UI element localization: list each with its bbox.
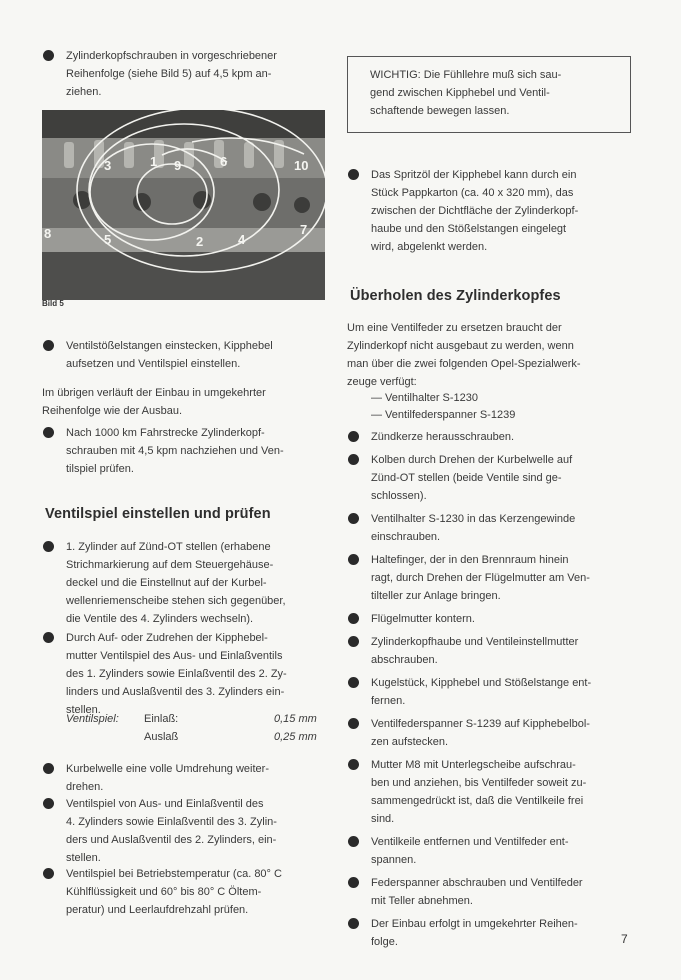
overhaul-step: [347, 633, 631, 669]
text-line: Mutter M8 mit Unterlegscheibe aufschrau-: [371, 759, 576, 771]
spec-name: Auslaß: [144, 731, 179, 743]
overhaul-step: [347, 915, 631, 951]
reverse-paragraph: [42, 384, 325, 420]
figure-label: 10: [294, 158, 309, 173]
text-line: ders und Auslaßventil des 2. Zylinders, ein-: [66, 834, 277, 846]
overhaul-step: [347, 428, 631, 446]
figure-label: 1: [150, 154, 158, 169]
text-line: deckel und die Einstellnut auf der Kurbel-: [66, 577, 267, 589]
text-line: linders und Auslaßventil des 3. Zylinders ein-: [66, 686, 285, 698]
text-line: Strichmarkierung auf dem Steuergehäuse-: [66, 559, 274, 571]
bullet-icon: [43, 632, 54, 643]
text-line: sind.: [371, 813, 395, 825]
text-line: Kühlflüssigkeit und 60° bis 80° C Öltem-: [66, 886, 262, 898]
text-line: stellen.: [66, 852, 101, 864]
bullet-icon: [348, 513, 359, 524]
overhaul-step: [347, 510, 631, 546]
spec-value: 0,15 mm: [274, 713, 317, 725]
text-line: man über die zwei folgenden Opel-Spezialwerk-: [347, 358, 581, 370]
bullet-icon: [43, 427, 54, 438]
bullet-icon: [348, 613, 359, 624]
text-line: Kolben durch Drehen der Kurbelwelle auf: [371, 454, 573, 466]
text-line: aufsetzen und Ventilspiel einstellen.: [66, 358, 241, 370]
text-line: tilspiel prüfen.: [66, 463, 134, 475]
valve-step: [42, 538, 325, 628]
text-line: gend zwischen Kipphebel und Ventil-: [370, 87, 550, 99]
figure-label: 8: [44, 226, 52, 241]
figure-label: 5: [104, 232, 112, 247]
text-line: mutter Ventilspiel des Aus- und Einlaßventils: [66, 650, 283, 662]
text-line: stellen.: [66, 704, 101, 716]
text-line: Nach 1000 km Fahrstrecke Zylinderkopf-: [66, 427, 265, 439]
text-line: Flügelmutter kontern.: [371, 613, 475, 625]
text-line: Zylinderkopfschrauben in vorgeschriebener: [66, 50, 277, 62]
spec-name: Einlaß:: [144, 713, 179, 725]
overhaul-step: [347, 874, 631, 910]
torque-instruction: [42, 47, 325, 101]
tool-item: — Ventilfederspanner S-1239: [371, 409, 516, 421]
text-line: zeuge verfügt:: [347, 376, 417, 388]
figure-label: 4: [238, 232, 246, 247]
text-line: peratur) und Leerlaufdrehzahl prüfen.: [66, 904, 249, 916]
bullet-icon: [348, 759, 359, 770]
figure-label: 9: [174, 158, 182, 173]
tool-item: — Ventilhalter S-1230: [371, 392, 479, 404]
valve-step: [42, 795, 325, 867]
text-line: Zylinderkopfhaube und Ventileinstellmutter: [371, 636, 579, 648]
text-line: 4. Zylinders sowie Einlaßventil des 3. Zylin-: [66, 816, 277, 828]
valve-step: [42, 865, 325, 919]
oil-instruction: [347, 166, 631, 256]
bullet-icon: [43, 50, 54, 61]
text-line: Ventilhalter S-1230 in das Kerzengewinde: [371, 513, 576, 525]
text-line: tilteller zur Anlage bringen.: [371, 590, 501, 602]
page-number: 7: [621, 932, 628, 946]
text-line: zen aufstecken.: [371, 736, 449, 748]
text-line: Ventilkeile entfernen und Ventilfeder ent-: [371, 836, 569, 848]
text-line: WICHTIG: Die Fühllehre muß sich sau-: [370, 69, 562, 81]
text-line: zwischen der Dichtfläche der Zylinderkopf-: [371, 205, 579, 217]
text-line: Kugelstück, Kipphebel und Stößelstange ent-: [371, 677, 592, 689]
bullet-icon: [348, 431, 359, 442]
overhaul-step: [347, 715, 631, 751]
overhaul-step: [347, 833, 631, 869]
warning-box: [347, 56, 631, 133]
rods-instruction: [42, 337, 325, 373]
overhaul-step: [347, 451, 631, 505]
text-line: Ventilfederspanner S-1239 auf Kipphebelbol-: [371, 718, 590, 730]
text-line: schlossen).: [371, 490, 427, 502]
text-line: ragt, durch Drehen der Flügelmutter am Ven-: [371, 572, 590, 584]
text-line: spannen.: [371, 854, 417, 866]
text-line: Ventilspiel bei Betriebstemperatur (ca. 80° C: [66, 868, 282, 880]
text-line: fernen.: [371, 695, 406, 707]
text-line: die Ventile des 4. Zylinders wechseln).: [66, 613, 254, 625]
text-line: mit Teller abnehmen.: [371, 895, 473, 907]
text-line: Federspanner abschrauben und Ventilfeder: [371, 877, 583, 889]
overhaul-step: [347, 756, 631, 828]
text-line: Kurbelwelle eine volle Umdrehung weiter-: [66, 763, 269, 775]
text-line: ziehen.: [66, 86, 102, 98]
bullet-icon: [43, 541, 54, 552]
bullet-icon: [43, 798, 54, 809]
text-line: Haltefinger, der in den Brennraum hinein: [371, 554, 569, 566]
spec-value: 0,25 mm: [274, 731, 317, 743]
text-line: 1. Zylinder auf Zünd-OT stellen (erhabene: [66, 541, 271, 553]
intro-paragraph: [347, 319, 631, 391]
bullet-icon: [348, 877, 359, 888]
text-line: wellenriemenscheibe stehen sich gegenüber,: [66, 595, 286, 607]
text-line: Stück Pappkarton (ca. 40 x 320 mm), das: [371, 187, 574, 199]
bullet-icon: [348, 554, 359, 565]
text-line: Reihenfolge wie der Ausbau.: [42, 405, 183, 417]
text-line: Im übrigen verläuft der Einbau in umgekehrter: [42, 387, 266, 399]
text-line: folge.: [371, 936, 398, 948]
figure-label: 7: [300, 222, 308, 237]
text-line: sammengedrückt ist, daß die Ventilkeile frei: [371, 795, 584, 807]
spec-label: Ventilspiel:: [66, 713, 119, 725]
bullet-icon: [348, 636, 359, 647]
valve-step: [42, 629, 325, 719]
text-line: Reihenfolge (siehe Bild 5) auf 4,5 kpm an-: [66, 68, 272, 80]
valve-step: [42, 760, 325, 796]
bullet-icon: [348, 718, 359, 729]
text-line: Ventilstößelstangen einstecken, Kipphebel: [66, 340, 273, 352]
text-line: Zündkerze herausschrauben.: [371, 431, 515, 443]
cylinder-head-photo: [42, 110, 325, 300]
bullet-icon: [348, 677, 359, 688]
overhaul-step: [347, 674, 631, 710]
text-line: Um eine Ventilfeder zu ersetzen braucht der: [347, 322, 562, 334]
figure-label: 2: [196, 234, 204, 249]
text-line: Durch Auf- oder Zudrehen der Kipphebel-: [66, 632, 268, 644]
bullet-icon: [348, 918, 359, 929]
tool-list: [347, 390, 631, 424]
retorque-instruction: [42, 424, 325, 478]
section-heading: Ventilspiel einstellen und prüfen: [45, 506, 271, 522]
text-line: Zylinderkopf nicht ausgebaut zu werden, wenn: [347, 340, 574, 352]
text-line: wird, abgelenkt werden.: [371, 241, 488, 253]
text-line: ben und anziehen, bis Ventilfeder soweit zu-: [371, 777, 587, 789]
text-line: haube und den Stößelstangen eingelegt: [371, 223, 567, 235]
text-line: schaftende bewegen lassen.: [370, 105, 510, 117]
text-line: Zünd-OT stellen (beide Ventile sind ge-: [371, 472, 562, 484]
section-heading: Überholen des Zylinderkopfes: [350, 288, 561, 304]
figure-label: 6: [220, 154, 228, 169]
bullet-icon: [43, 868, 54, 879]
text-line: schrauben mit 4,5 kpm nachziehen und Ven-: [66, 445, 284, 457]
bullet-icon: [348, 169, 359, 180]
bullet-icon: [43, 763, 54, 774]
text-line: Ventilspiel von Aus- und Einlaßventil des: [66, 798, 264, 810]
text-line: Das Spritzöl der Kipphebel kann durch ein: [371, 169, 577, 181]
valve-clearance-spec: [66, 710, 325, 746]
figure-label: 3: [104, 158, 112, 173]
text-line: des 1. Zylinders sowie Einlaßventil des 2. Zy-: [66, 668, 287, 680]
text-line: Der Einbau erfolgt in umgekehrter Reihen-: [371, 918, 578, 930]
text-line: abschrauben.: [371, 654, 438, 666]
bullet-icon: [348, 454, 359, 465]
figure-caption: Bild 5: [42, 299, 64, 308]
overhaul-step: [347, 610, 631, 628]
text-line: drehen.: [66, 781, 104, 793]
text-line: einschrauben.: [371, 531, 441, 543]
bullet-icon: [348, 836, 359, 847]
overhaul-step: [347, 551, 631, 605]
bullet-icon: [43, 340, 54, 351]
